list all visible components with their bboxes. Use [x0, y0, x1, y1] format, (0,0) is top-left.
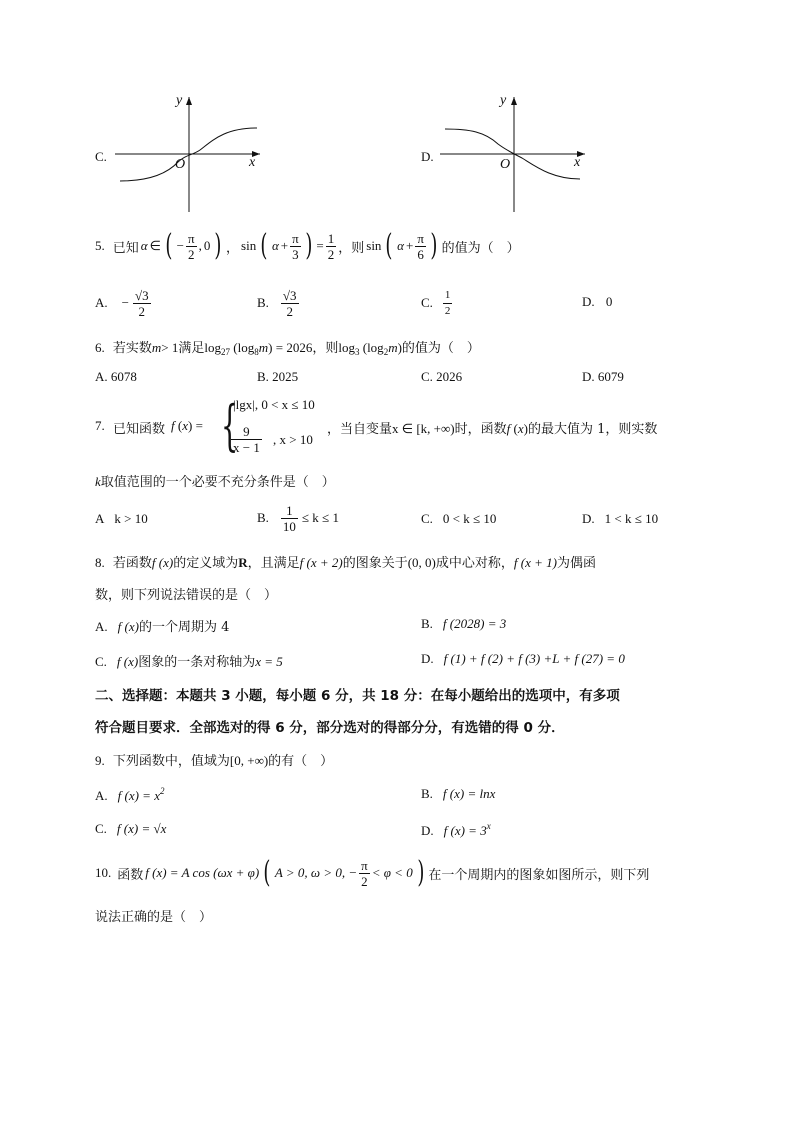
q8-fx1: f (x + 1) [513, 555, 557, 570]
q5-a-label: A. [95, 295, 108, 310]
question-5 [95, 226, 520, 266]
q5-frac-pi-2: $\frac{\pi}{2}$ [187, 230, 195, 262]
graph-c [115, 92, 265, 214]
q8-option-c: C. f (x)图象的一条对称轴为x = 5 [95, 654, 283, 670]
q10-cond-2: < φ < 0 [371, 865, 413, 880]
q7-b-label: B. [257, 510, 269, 525]
section-2-heading-line-1: 二、选择题：本题共 3 小题，每小题 6 分，共 18 分：在每小题给出的选项中，有多项 [95, 688, 620, 704]
q8-number: 8. [95, 555, 105, 570]
q5-paren-close: ) [214, 228, 222, 263]
q8-line-2: 数，则下列说法错误的是（ ） [95, 588, 278, 603]
q5-text-2: ，则 [338, 240, 365, 256]
q9-number: 9. [95, 753, 105, 768]
q9-text-1: 下列函数中，值域为 [112, 754, 230, 769]
q5-b-frac: $\frac{√3}{2}$ [282, 287, 297, 319]
q6-text-4: 的值为（ ） [401, 341, 480, 356]
q7-option-d: D. 1 < k ≤ 10 [582, 511, 659, 526]
q5-frac-1-2: $\frac{1}{2}$ [327, 230, 335, 262]
q7-brace: { [221, 394, 239, 457]
q7-piece-2: , x > 10 [273, 432, 313, 447]
q9-text-2: 的有（ ） [268, 754, 334, 769]
q9-option-b: B. f (x) = lnx [421, 786, 496, 801]
q5-zero: 0 [203, 238, 211, 253]
q5-paren-open-2: ( [260, 228, 268, 263]
q5-alpha-3: α [397, 238, 404, 253]
q5-option-d [582, 294, 612, 310]
q5-sep: ， [226, 240, 240, 256]
graph-c-origin-label: O [175, 157, 186, 172]
q6-number: 6. [95, 340, 105, 355]
q8-text-1: 若函数 [112, 556, 152, 571]
q7-option-b [257, 498, 339, 538]
q5-text-3: 的值为（ ） [441, 240, 520, 256]
q10-paren-close: ) [417, 855, 425, 890]
q6-m: m [151, 340, 162, 355]
q7-b-frac: $\frac{1}{10}$ [282, 502, 296, 534]
q5-d-value: 0 [605, 294, 613, 309]
q5-comma: , [198, 238, 202, 253]
q7-fx: f (x) = [171, 418, 203, 433]
q5-in: ∈ [149, 238, 161, 253]
q7-number: 7. [95, 418, 105, 433]
q5-d-label: D. [582, 294, 595, 309]
q10-text-2: 在一个周期内的图象如图所示，则下列 [428, 867, 650, 883]
q6-text-3: ，则 [312, 341, 339, 356]
q7-piece-1: |lgx|, 0 < x ≤ 10 [233, 397, 315, 412]
q6-option-c: C. 2026 [421, 369, 463, 384]
q7-text-1: 已知函数 [113, 422, 166, 437]
q8-R: R [238, 555, 248, 570]
q7-line-2 [95, 471, 335, 490]
q5-option-a [95, 283, 151, 323]
q6-option-d: D. 6079 [582, 369, 624, 384]
q7-text-3: 时，函数 [454, 422, 507, 437]
q5-frac-pi-3: $\frac{\pi}{3}$ [292, 230, 299, 262]
q7-piece-2-frac: $\frac{9}{x - 1}$ [233, 424, 260, 455]
q5-text-1: 已知 [112, 240, 139, 256]
q5-plus: + [280, 238, 289, 253]
q7-text-2: ，当自变量 [327, 422, 393, 437]
q6-text-2: 满足 [178, 341, 205, 356]
q10-text-1: 函数 [117, 867, 144, 883]
question-9 [95, 750, 333, 769]
q6-gt1: > 1 [161, 340, 179, 355]
q9-option-d: D. f $(x) = 3^x$ [421, 821, 491, 838]
q7-option-c: C. 0 < k ≤ 10 [421, 511, 497, 526]
q5-alpha-2: α [271, 238, 279, 253]
question-6 [95, 337, 480, 357]
q5-b-label: B. [257, 295, 269, 310]
q6-log27-expr: $\log_{27} (\log_8m) = 2026$ [204, 340, 313, 357]
option-d-label: D. [421, 149, 434, 164]
q5-option-c [421, 283, 452, 323]
question-8 [95, 552, 596, 571]
q8-text-4: 的图象关于 [342, 556, 408, 571]
q10-cond-1: A > 0, ω > 0, − [274, 865, 358, 880]
q8-text-3: ，且满足 [247, 556, 300, 571]
q5-paren-close-3: ) [430, 228, 438, 263]
graph-d [440, 92, 590, 214]
graph-c-x-label: x [249, 155, 256, 170]
q10-frac-pi-2: $\frac{\pi}{2}$ [361, 857, 368, 889]
q8-fx2: f (x + 2) [299, 555, 343, 570]
q7-k: k [95, 474, 101, 489]
q8-fx: f (x) [151, 555, 174, 570]
q5-a-frac: $\frac{√3}{2}$ [134, 287, 149, 319]
q8-text-6: 为偶函 [556, 556, 596, 571]
q10-line-2: 说法正确的是（ ） [95, 910, 213, 925]
option-c-label: C. [95, 149, 107, 164]
q9-option-a: A. f $(x) = x^2$ [95, 786, 165, 803]
q5-sin-2: sin [366, 238, 382, 253]
question-10 [95, 853, 649, 893]
graph-d-y-label: y [500, 93, 507, 108]
q7-option-a: A k > 10 [95, 511, 148, 526]
q7-b-rest: ≤ k ≤ 1 [301, 510, 339, 525]
q7-interval: [k, +∞) [416, 421, 455, 436]
q5-c-label: C. [421, 295, 433, 310]
q5-plus-2: + [405, 238, 414, 253]
q8-option-d: D. f (1) + f (2) + f (3) +L + f (27) = 0 [421, 651, 625, 666]
question-7 [95, 394, 705, 458]
q8-text-5: 成中心对称， [435, 556, 514, 571]
q8-text-2: 的定义域为 [173, 556, 239, 571]
q5-sin: sin [241, 238, 257, 253]
q5-alpha: α [140, 238, 148, 253]
q6-text-1: 若实数 [112, 341, 152, 356]
q7-x: x [392, 421, 399, 436]
q5-paren-close-2: ) [305, 228, 313, 263]
q10-number: 10. [95, 865, 112, 880]
q8-point: (0, 0) [407, 555, 436, 570]
q10-paren-open: ( [263, 855, 271, 890]
q5-frac-pi-6: $\frac{\pi}{6}$ [417, 230, 424, 262]
q6-option-a: A. 6078 [95, 369, 137, 384]
q7-text-5: 取值范围的一个必要不充分条件是（ ） [100, 475, 335, 490]
section-2-heading-line-2: 符合题目要求．全部选对的得 6 分，部分选对的得部分分，有选错的得 0 分． [95, 720, 565, 736]
q5-c-frac: $\frac{1}{2}$ [444, 288, 451, 317]
q10-fx: f (x) = A cos (ωx + φ) [145, 865, 260, 880]
q5-paren-open-3: ( [385, 228, 393, 263]
q7-text-2-line: ，当自变量x ∈ [k, +∞)时，函数f (x)的最大值为 1，则实数 [327, 421, 658, 437]
q5-minus: − [176, 238, 184, 253]
graph-d-origin-label: O [500, 157, 511, 172]
q8-option-a: A. f (x)的一个周期为 4 [95, 619, 230, 635]
graph-d-x-label: x [574, 155, 581, 170]
q5-paren-open: ( [165, 228, 173, 263]
q8-option-b: B. f (2028) = 3 [421, 616, 507, 631]
q9-option-c: C. f (x) = √x [95, 821, 167, 836]
q5-option-b [257, 283, 299, 323]
q9-interval: [0, +∞) [229, 753, 269, 768]
q5-a-minus: − [121, 295, 129, 310]
q6-log3-expr: $\log_3 (\log_2m)$ [338, 340, 402, 357]
q7-text-4: 的最大值为 1，则实数 [527, 422, 658, 437]
graph-c-y-label: y [176, 93, 183, 108]
q6-option-b: B. 2025 [257, 369, 299, 384]
q5-number: 5. [95, 238, 105, 253]
q5-eq: = [316, 238, 324, 253]
